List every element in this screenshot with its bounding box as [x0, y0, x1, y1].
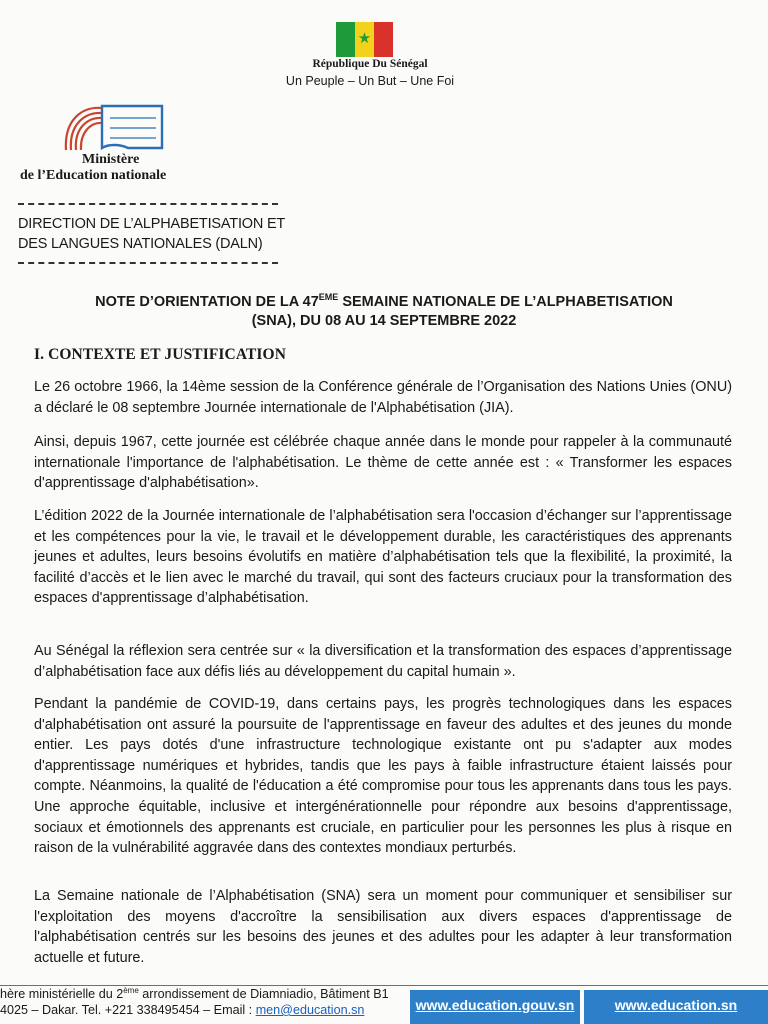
- title-line-1-end: SEMAINE NATIONALE DE L’ALPHABETISATION: [338, 294, 673, 310]
- footer-address-line-1: [0, 986, 410, 1002]
- direction-name: [18, 214, 318, 254]
- paragraph-1: Le 26 octobre 1966, la 14ème session de la Conférence générale de l’Organisation des Nations Unies (ONU) a déclaré le 08 septembre Journée internationale de l'Alphabétisation (JIA).: [34, 379, 732, 416]
- dashed-divider-bottom: [18, 262, 278, 264]
- paragraph-6: La Semaine nationale de l’Alphabétisation (SNA) sera un moment pour communiquer et sensibiliser sur l'exploitation des moyens d'accroître la sensibilisation aux divers espaces d'apprentissage de l'alphabétisation centrés sur les besoins des jeunes et des adultes pour les adapter à leur transformation actuelle et future.: [34, 888, 732, 966]
- footer-link-education-gouv[interactable]: www.education.gouv.sn: [410, 990, 580, 1024]
- footer-address-line-1-end: arrondissement de Diamniadio, Bâtiment B1: [138, 987, 389, 1001]
- footer-phone: 4025 – Dakar. Tel. +221 338495454 – Email :: [0, 1003, 256, 1017]
- paragraph-2: Ainsi, depuis 1967, cette journée est célébrée chaque année dans le monde pour rappeler à la communauté internationale l'importance de l'alphabétisation. Le thème de cette année est : « Transformer les espaces d'apprentissage d'alphabétisation».: [34, 434, 732, 492]
- direction-line-2: DES LANGUES NATIONALES (DALN): [18, 236, 263, 252]
- flag-star-icon: ★: [357, 30, 372, 47]
- ministry-name: [20, 152, 210, 184]
- direction-line-1: DIRECTION DE L’ALPHABETISATION ET: [18, 216, 286, 232]
- national-motto: Un Peuple – Un But – Une Foi: [285, 74, 455, 88]
- ministry-line-2: de l’Education nationale: [20, 168, 167, 183]
- paragraph-3: L’édition 2022 de la Journée internationale de l’alphabétisation sera l'occasion d’échanger sur l’apprentissage et les compétences pour la vie, le travail et le développement durable, les caractéristiques des apprenants jeunes et adultes, leurs besoins évolutifs en matière d’alphabétisation tels que la flexibilité, la proximité, la facilité d’accès et le lien avec le marché du travail, qui sont des facteurs cruciaux pour la transformation des espaces d'apprentissage d’alphabétisation.: [34, 508, 732, 607]
- footer-address-line-2: [0, 1002, 410, 1018]
- paragraph-5: Pendant la pandémie de COVID-19, dans certains pays, les progrès technologiques dans les espaces d'alphabétisation ont assuré la poursuite de l'apprentissage en faveur des adultes et des jeunes du monde entier. Les pays dotés d'une infrastructure technologique existante ont pu s'adapter aux modes d'apprentissage numériques et hybrides, tandis que les pays à faible infrastructure étaient laissés pour compte. Néanmoins, la qualité de l'éducation a été compromise pour tous les apprenants dans tous les pays. Une approche équitable, inclusive et intergénérationnelle pour répondre aux besoins d'apprentissage, sociaux et émotionnels des apprenants est cruciale, en particulier pour les personnes les plus à risque en raison de la vulnérabilité aggravée dans des contextes mondiaux perturbés.: [34, 696, 732, 857]
- document-title: [20, 293, 748, 331]
- footer-address: [0, 986, 410, 1018]
- paragraph-4: Au Sénégal la réflexion sera centrée sur « la diversification et la transformation des espaces d’apprentissage d’alphabétisation face aux défis liés au développement du capital humain ».: [34, 643, 732, 680]
- section-heading: I. CONTEXTE ET JUSTIFICATION: [34, 346, 287, 363]
- senegal-flag: [336, 22, 393, 57]
- footer-address-line-1-start: hère ministérielle du 2: [0, 987, 124, 1001]
- footer-link-education-sn[interactable]: www.education.sn: [584, 990, 768, 1024]
- ministry-line-1: Ministère: [82, 152, 140, 167]
- title-line-1-start: NOTE D’ORIENTATION DE LA 47: [95, 294, 319, 310]
- republic-name: République Du Sénégal: [312, 58, 428, 70]
- footer-email-link[interactable]: men@education.sn: [255, 1003, 365, 1017]
- title-superscript: EME: [318, 292, 339, 303]
- footer-superscript: ème: [123, 986, 139, 995]
- dashed-divider-top: [18, 203, 278, 205]
- ministry-logo-icon: [58, 100, 168, 158]
- title-line-1: [20, 293, 748, 312]
- title-line-2: (SNA), DU 08 AU 14 SEPTEMBRE 2022: [251, 313, 517, 329]
